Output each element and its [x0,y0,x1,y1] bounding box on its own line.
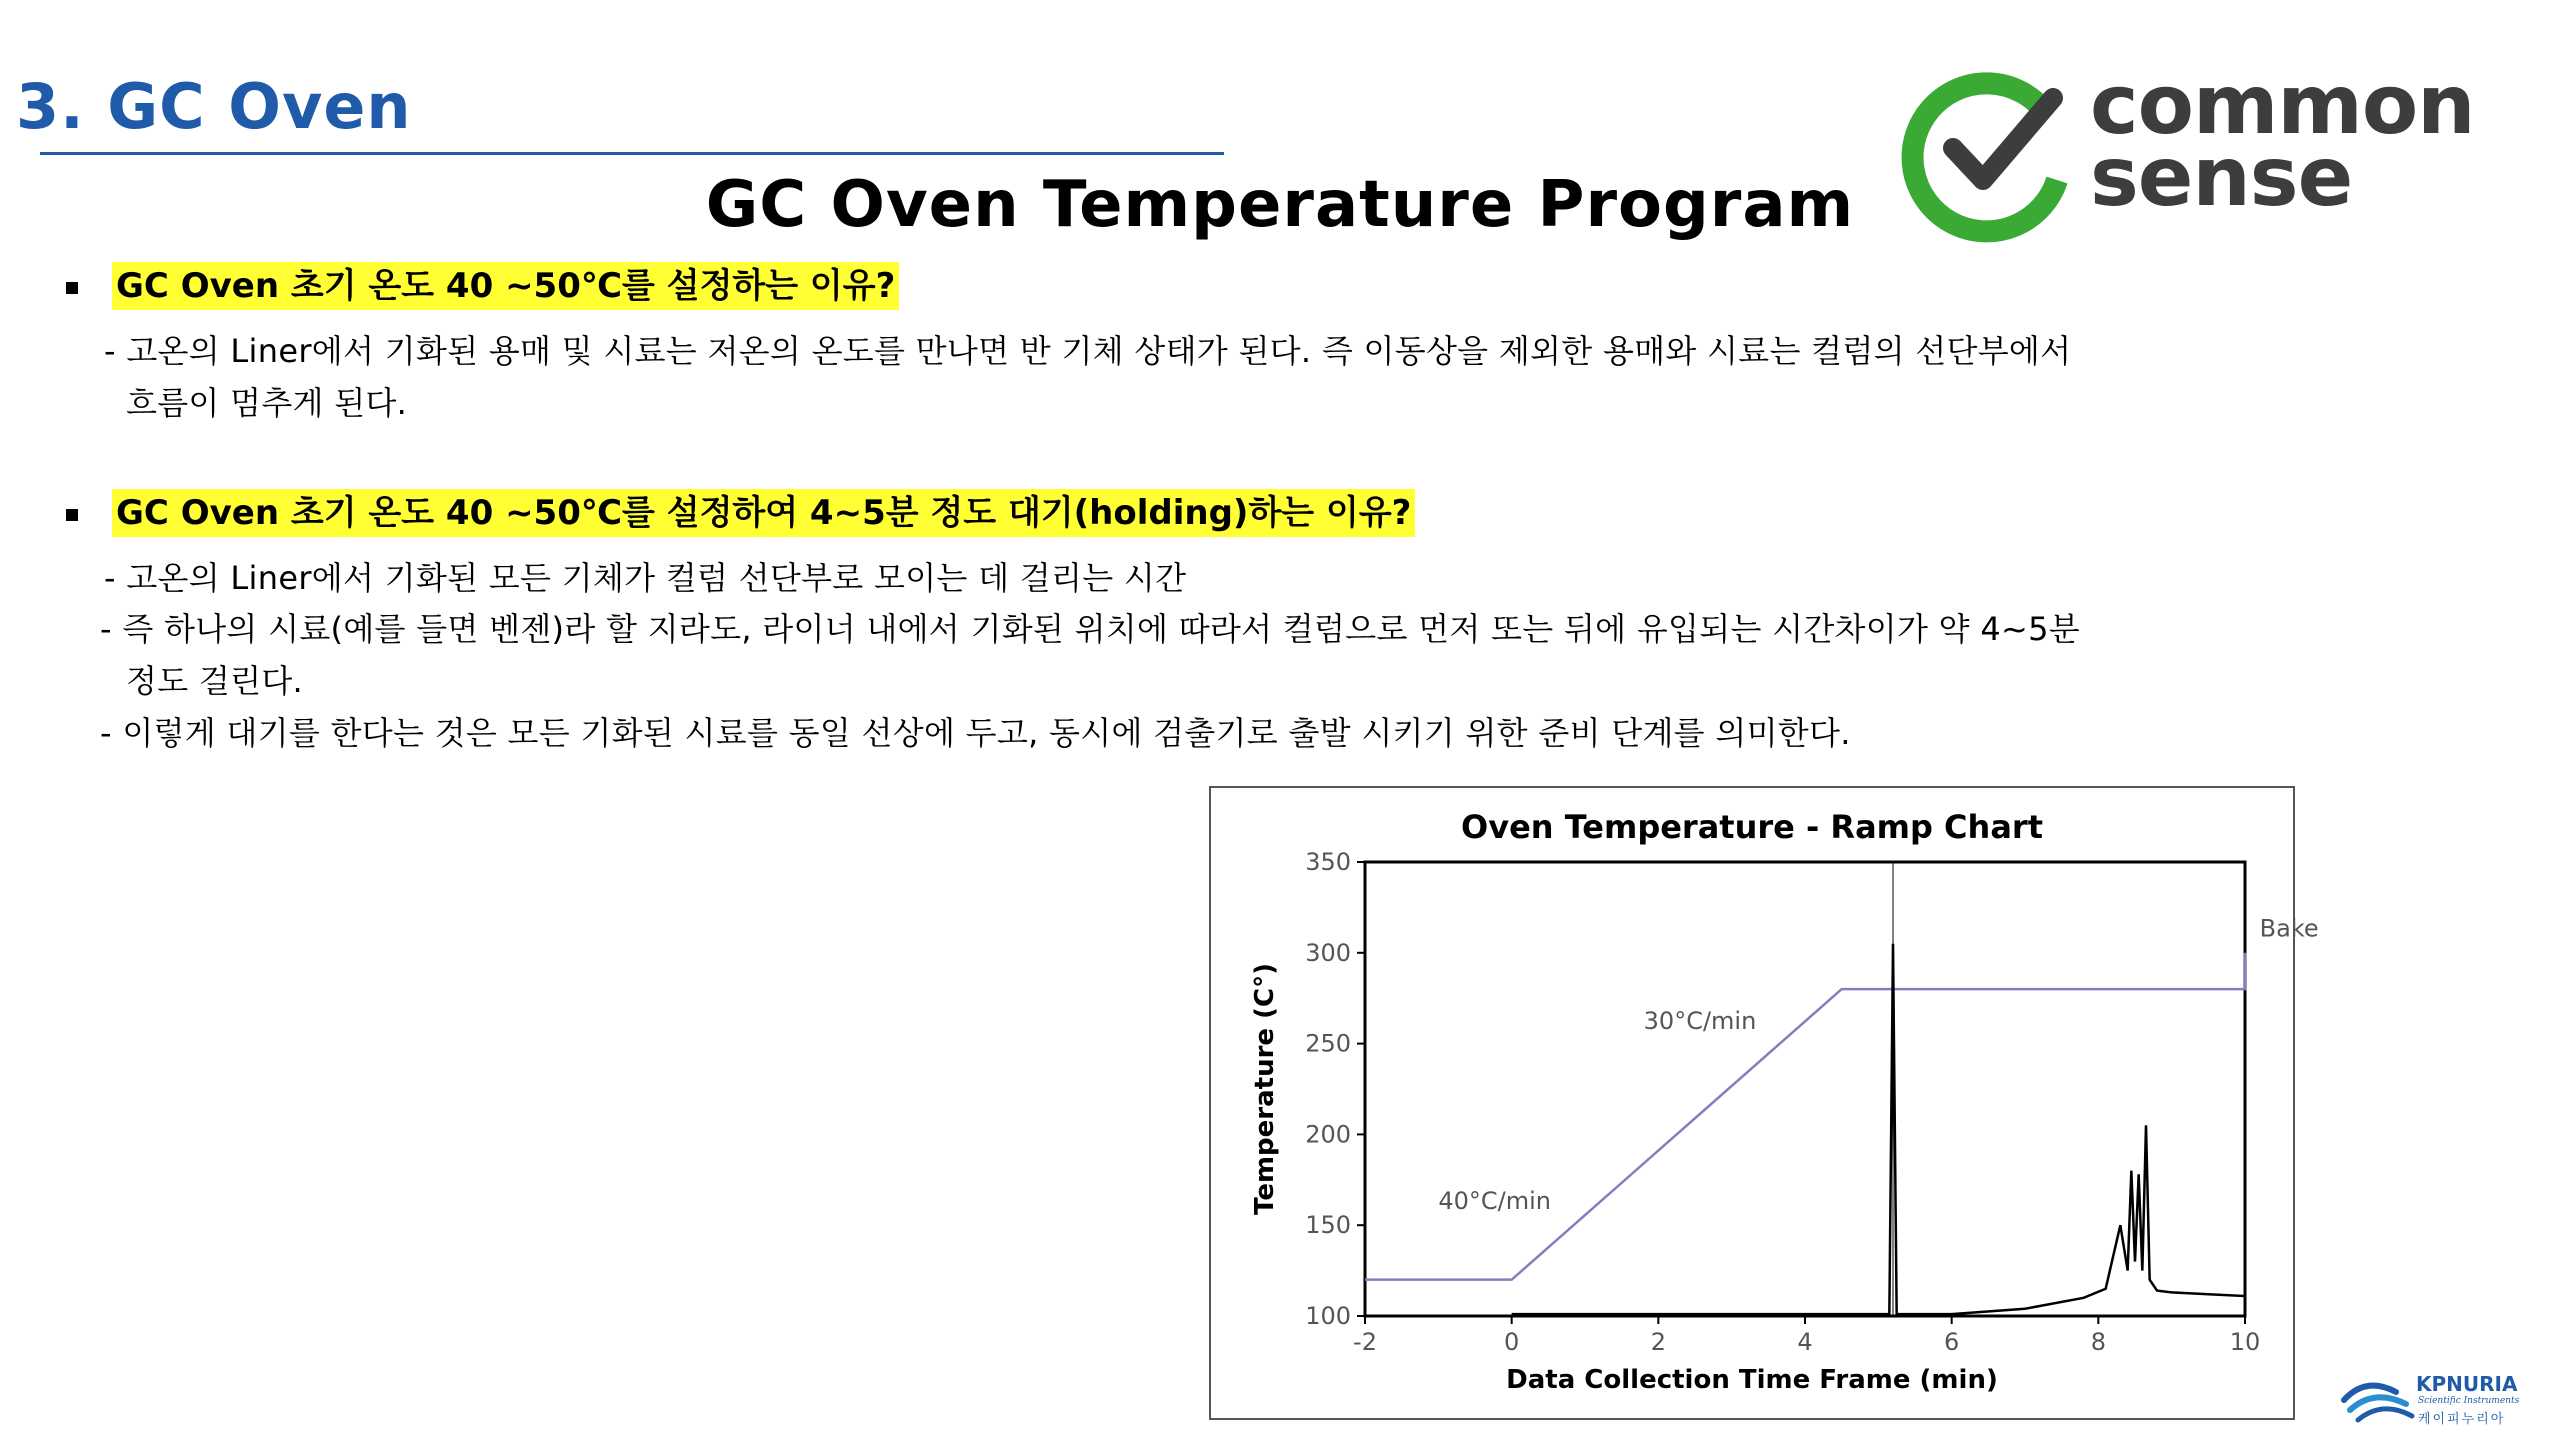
x-axis-label: Data Collection Time Frame (min) [1506,1365,1998,1395]
ramp-chart-svg [1211,788,2319,1418]
answer-2-line-1: - 고온의 Liner에서 기화된 모든 기체가 컬럼 선단부로 모이는 데 걸리는 시간 [104,559,1187,597]
answer-2-line-3: 정도 걸린다. [126,662,304,700]
x-tick-label: 6 [1944,1328,1960,1356]
wave-logo-icon [2340,1370,2414,1428]
annotation-30c-min: 30°C/min [1643,1007,1757,1036]
question-2-text: GC Oven 초기 온도 40 ~50℃를 설정하여 4~5분 정도 대기(holding)하는 이유? [112,489,1415,537]
kpnuria-logo [2340,1368,2558,1432]
main-title: GC Oven Temperature Program [705,168,1855,242]
ramp-chart [1209,786,2319,1420]
kpnuria-name: KPNURIA [2416,1372,2518,1396]
y-tick-label: 300 [1305,938,1351,967]
annotation-40c-min: 40°C/min [1438,1186,1551,1215]
kpnuria-korean: 케이피누리아 [2418,1412,2506,1427]
x-tick-label: 4 [1797,1328,1813,1356]
answer-2-line-4: - 이렇게 대기를 한다는 것은 모든 기화된 시료를 동일 선상에 두고, 동시에 검출기로 출발 시키기 위한 준비 단계를 의미한다. [100,714,1851,752]
chart-title: Oven Temperature - Ramp Chart [1461,808,2043,846]
y-tick-label: 100 [1305,1302,1351,1330]
logo-line2: sense [2090,130,2353,225]
logo-line1: common [2090,58,2475,153]
y-axis-label: Temperature (C°) [1250,963,1280,1215]
x-tick-label: 8 [2090,1328,2106,1356]
y-tick-label: 150 [1305,1211,1351,1240]
series-oven-temperature [1365,953,2245,1280]
question-2 [66,485,1415,534]
answer-1-line-1: - 고온의 Liner에서 기화된 용매 및 시료는 저온의 온도를 만나면 반 기체 상태가 된다. 즉 이동상을 제외한 용매와 시료는 컬럼의 선단부에서 [104,332,2072,370]
section-title: 3. GC Oven [16,70,412,143]
series-chromatogram [1512,944,2245,1316]
plot-area [1365,862,2245,1316]
y-tick-label: 200 [1305,1120,1351,1149]
y-tick-label: 350 [1305,848,1351,876]
x-tick-label: -2 [1353,1328,1377,1356]
title-underline [40,152,1224,155]
bullet-icon [66,282,78,294]
answer-1-line-2: 흐름이 멈추게 된다. [126,384,408,422]
x-tick-label: 10 [2229,1328,2261,1356]
kpnuria-sub: Scientific Instruments [2418,1396,2520,1406]
x-tick-label: 0 [1504,1328,1520,1356]
x-tick-label: 2 [1650,1328,1666,1356]
question-1-text: GC Oven 초기 온도 40 ~50℃를 설정하는 이유? [112,262,899,310]
bullet-icon [66,509,78,521]
y-tick-label: 250 [1305,1029,1351,1058]
annotation-bake: Bake [2259,914,2319,943]
answer-2-line-2: - 즉 하나의 시료(예를 들면 벤젠)라 할 지라도, 라이너 내에서 기화된 위치에 따라서 컬럼으로 먼저 또는 뒤에 유입되는 시간차이가 약 4~5분 [100,610,2080,648]
question-1 [66,258,899,307]
